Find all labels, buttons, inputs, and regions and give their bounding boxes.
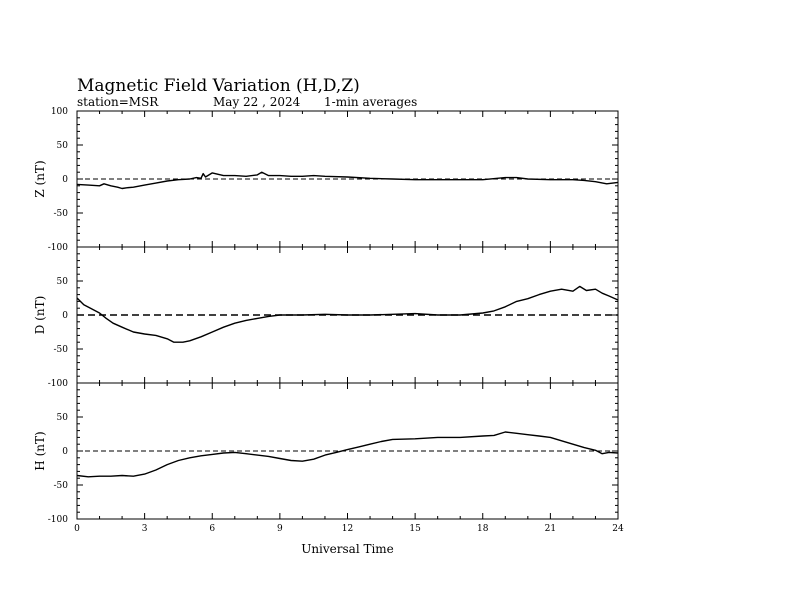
x-tick-label: 6 [209,524,216,534]
panel-z [33,107,618,253]
y-tick-label: 50 [56,141,68,151]
y-tick-label: -100 [47,379,68,389]
panel-z-ylabel: Z (nT) [33,160,47,198]
y-tick-label: 50 [56,277,68,287]
panel-h [33,383,624,556]
y-tick-label: -100 [47,243,68,253]
y-tick-label: -50 [53,481,68,491]
x-tick-label: 24 [612,524,624,534]
y-tick-label: -50 [53,345,68,355]
y-tick-label: 0 [62,175,68,185]
panel-d-ylabel: D (nT) [33,295,47,335]
chart-title: Magnetic Field Variation (H,D,Z) [77,76,360,96]
x-tick-label: 15 [409,524,421,534]
x-tick-label: 9 [277,524,283,534]
x-tick-label: 0 [74,524,80,534]
panel-h-series [77,432,618,477]
y-tick-label: 50 [56,413,68,423]
averaging-label: 1-min averages [324,95,418,109]
panel-h-ylabel: H (nT) [33,431,47,471]
y-tick-label: 100 [50,107,68,117]
panels [33,107,624,556]
panel-z-series [77,172,618,188]
x-tick-label: 18 [477,524,489,534]
y-tick-label: 0 [62,311,68,321]
panel-d [33,247,618,389]
x-tick-label: 12 [341,524,354,534]
x-tick-label: 21 [544,524,557,534]
y-tick-label: 0 [62,447,68,457]
y-tick-label: -50 [53,209,68,219]
date-label: May 22 , 2024 [213,95,301,109]
y-tick-label: -100 [47,515,68,525]
x-tick-label: 3 [141,524,148,534]
x-axis-label: Universal Time [301,542,394,556]
station-label: station=MSR [77,95,159,109]
